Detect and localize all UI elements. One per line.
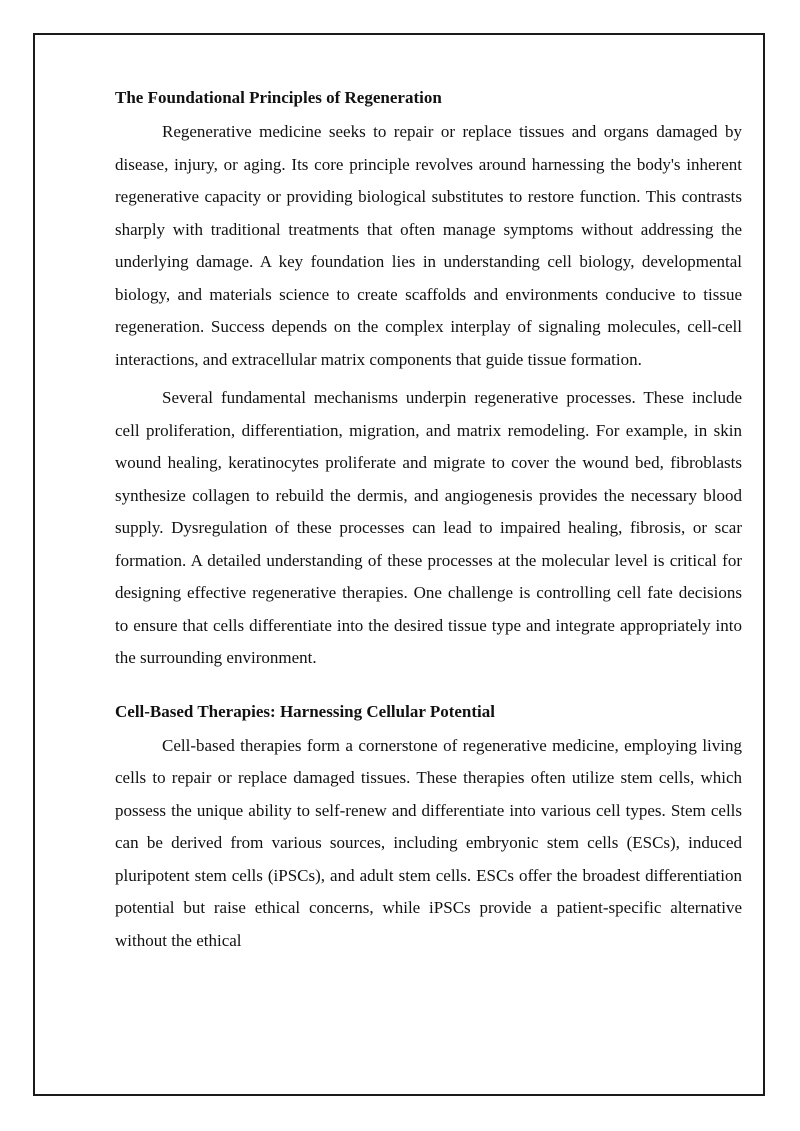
section-heading: Cell-Based Therapies: Harnessing Cellular Potential bbox=[115, 701, 495, 721]
body-paragraph: Several fundamental mechanisms underpin regenerative processes. These include cell proliferation, differentiation, migration, and matrix remodeling. For example, in skin wound healing, keratinocytes proliferate and migrate to cover the wound bed, fibroblasts synthesize collagen to rebuild the dermis, and angiogenesis provides the necessary blood supply. Dysregulation of these processes can lead to impaired healing, fibrosis, or scar formation. A detailed understanding of these processes at the molecular level is critical for designing effective regenerative therapies. One challenge is controlling cell fate decisions to ensure that cells differentiate into the desired tissue type and integrate appropriately into the surrounding environment. bbox=[115, 388, 742, 667]
document-body bbox=[115, 86, 742, 957]
section-heading: The Foundational Principles of Regeneration bbox=[115, 88, 442, 107]
body-paragraph: Regenerative medicine seeks to repair or replace tissues and organs damaged by disease, injury, or aging. Its core principle revolves around harnessing the body's inherent regenerative capacity or providing biological substitutes to restore function. This contrasts sharply with traditional treatments that often manage symptoms without addressing the underlying damage. A key foundation lies in understanding cell biology, developmental biology, and materials science to create scaffolds and environments conducive to tissue regeneration. Success depends on the complex interplay of signaling molecules, cell-cell interactions, and extracellular matrix components that guide tissue formation. bbox=[115, 122, 742, 369]
body-paragraph: Cell-based therapies form a cornerstone of regenerative medicine, employing living cells to repair or replace damaged tissues. These therapies often utilize stem cells, which possess the unique ability to self-renew and differentiate into various cell types. Stem cells can be derived from various sources, including embryonic stem cells (ESCs), induced pluripotent stem cells (iPSCs), and adult stem cells. ESCs offer the broadest differentiation potential but raise ethical concerns, while iPSCs provide a patient-specific alternative without the ethical bbox=[115, 735, 742, 950]
